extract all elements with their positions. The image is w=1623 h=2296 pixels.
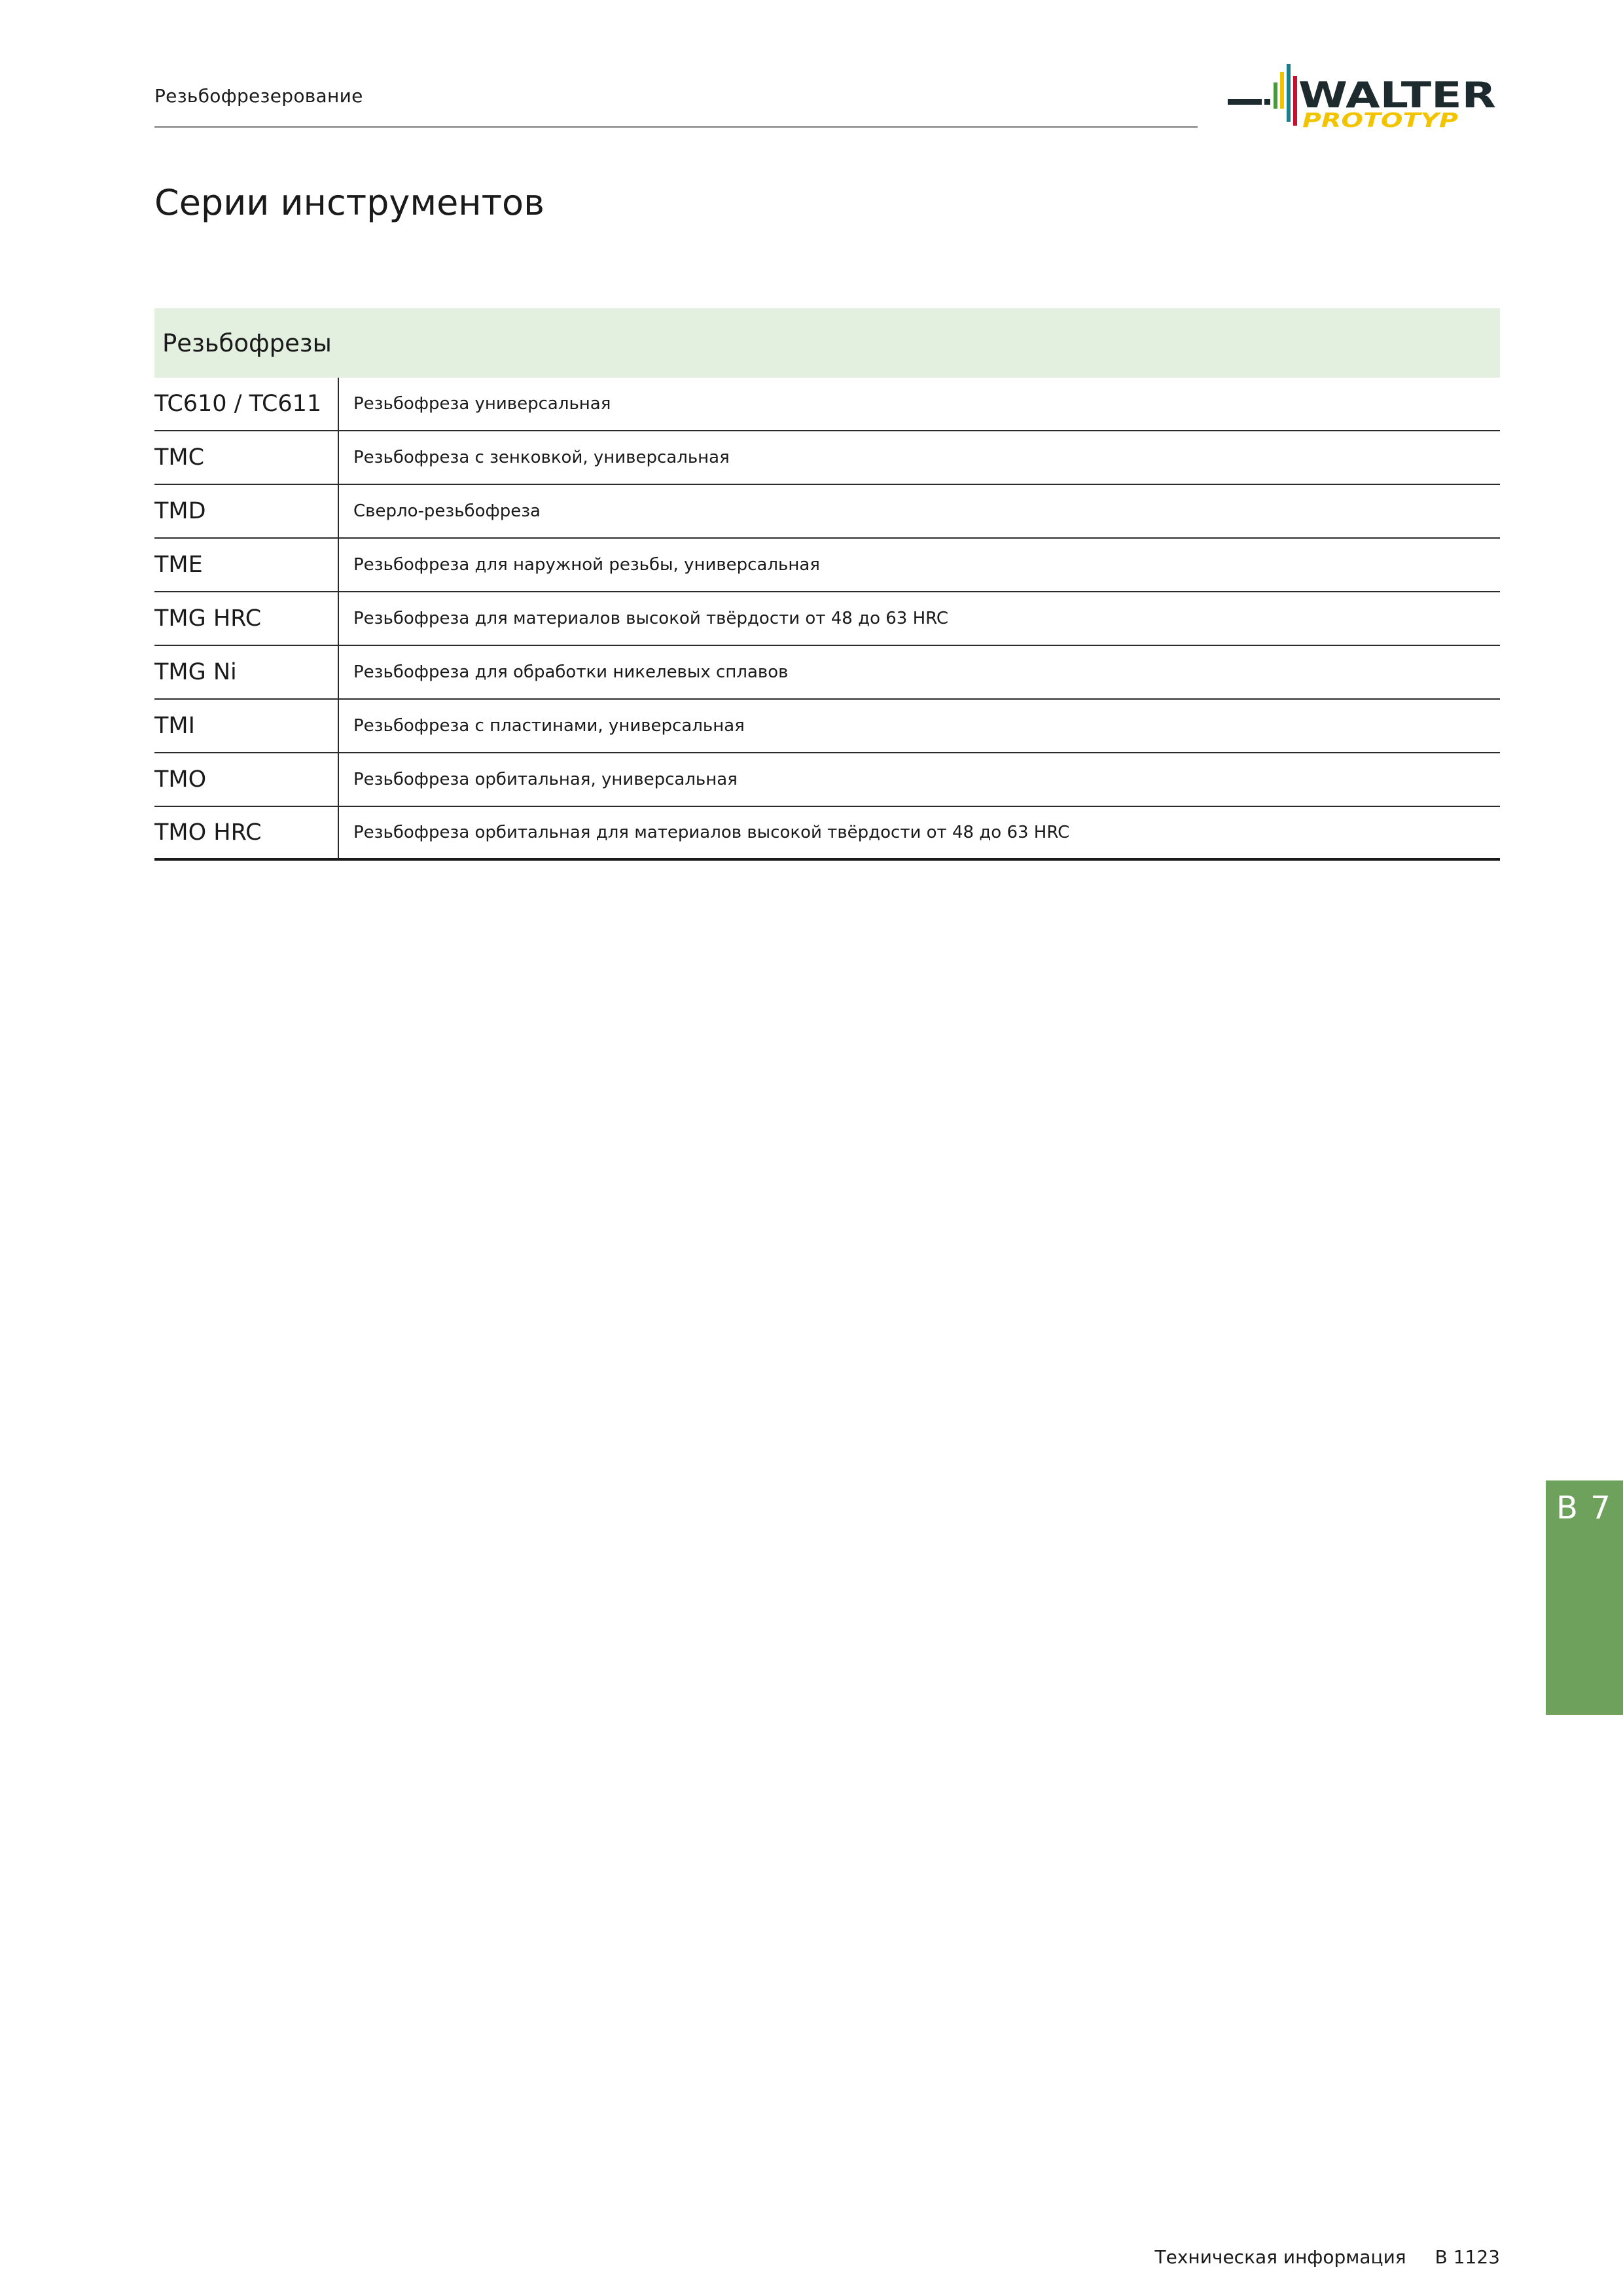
series-description: Резьбофреза с зенковкой, универсальная [353,448,730,467]
header-section-title: Резьбофрезерование [154,85,363,107]
series-code: TMG HRC [154,592,339,645]
series-code: TMD [154,485,339,537]
series-code: TMC [154,431,339,484]
walter-prototyp-logo [1228,60,1503,132]
series-code: TMO [154,753,339,806]
svg-text:PROTOTYP: PROTOTYP [1302,109,1459,132]
table-heading-label: Резьбофрезы [162,329,332,357]
series-code: TMI [154,700,339,752]
series-code: TMG Ni [154,646,339,698]
series-description: Резьбофреза орбитальная, универсальная [353,770,738,789]
page-footer [1155,2246,1501,2268]
svg-text:WALTER: WALTER [1298,75,1496,116]
series-code: TMO HRC [154,807,339,858]
table-row [154,753,1500,807]
table-row [154,700,1500,753]
table-row [154,378,1500,431]
table-row [154,592,1500,646]
series-description: Резьбофреза для материалов высокой твёрдости от 48 до 63 HRC [353,609,949,628]
table-row [154,431,1500,485]
series-description: Резьбофреза универсальная [353,394,611,414]
series-description: Сверло-резьбофреза [353,501,541,521]
table-row [154,807,1500,861]
table-heading [154,308,1500,378]
table-row [154,485,1500,539]
tool-series-table [154,308,1500,861]
series-code: TC610 / TC611 [154,378,339,430]
chapter-tab-label: B 7 [1556,1490,1612,1526]
series-code: TME [154,539,339,591]
chapter-tab[interactable] [1546,1480,1623,1715]
table-row [154,539,1500,592]
page-number: B 1123 [1435,2246,1500,2268]
header-divider [154,126,1198,128]
series-description: Резьбофреза орбитальная для материалов высокой твёрдости от 48 до 63 HRC [353,823,1070,842]
series-description: Резьбофреза для наружной резьбы, универсальная [353,555,820,575]
footer-section: Техническая информация [1154,2246,1406,2268]
series-description: Резьбофреза с пластинами, универсальная [353,716,745,736]
page-title: Серии инструментов [154,182,544,223]
table-row [154,646,1500,700]
series-description: Резьбофреза для обработки никелевых сплавов [353,662,789,682]
